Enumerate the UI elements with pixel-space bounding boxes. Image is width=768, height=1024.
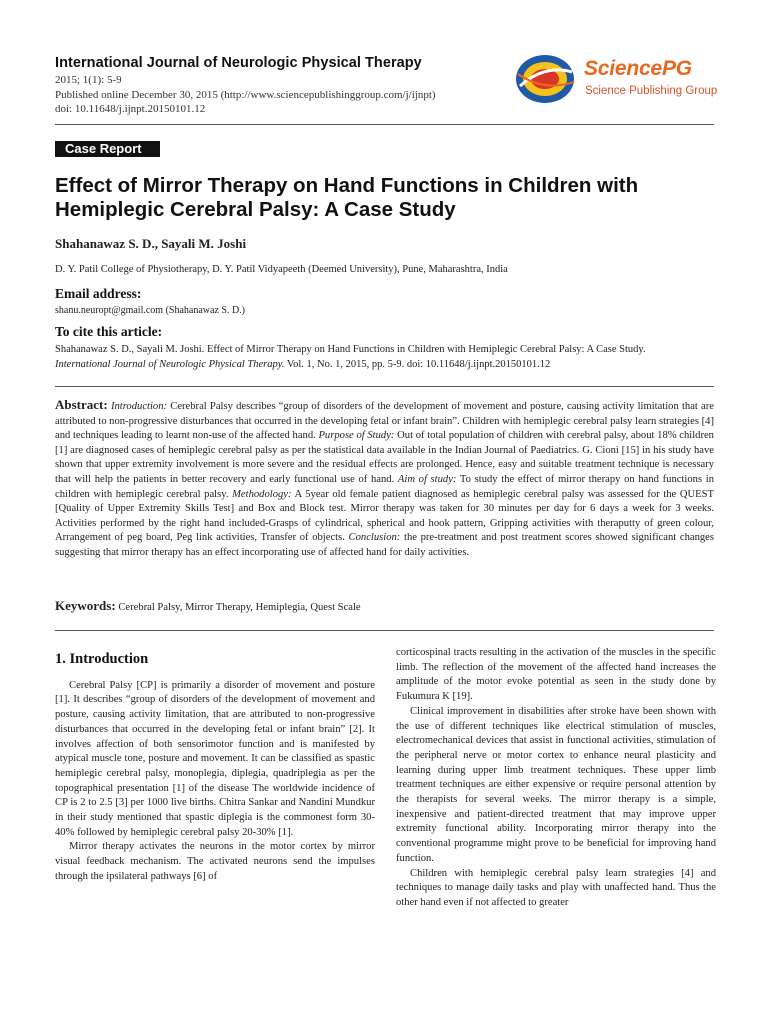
abstract-aim: To study the effect of mirror therapy on hand functions in children with hemiplegic cerebral palsy. bbox=[55, 473, 714, 500]
citation-journal: International Journal of Neurologic Physical Therapy. bbox=[55, 359, 285, 370]
body-column-left bbox=[55, 652, 375, 885]
email-label: Email address: bbox=[55, 286, 142, 301]
abstract-divider bbox=[55, 386, 714, 387]
body-column-right bbox=[396, 646, 716, 911]
publisher-name: SciencePG bbox=[584, 57, 692, 80]
abstract-intro-label: Introduction: bbox=[110, 401, 168, 412]
abstract-method-label: Methodology: bbox=[232, 488, 292, 500]
article-type-badge: Case Report bbox=[55, 141, 160, 157]
abstract-purpose: Out of total population of children with cerebral palsy, about 18% children [1] are diagnosed cases of hemiplegic cerebral palsy as per the statistical data available in the Indian Journal of Paediatrics. G. Cioni [15] in his study have shown that upper extremity involvement is more severe and the residual effects are prolonged. Hence, easy and suitable treatment technique is necessary that will help the patients in better recovery and early functional use of hand. bbox=[55, 430, 714, 485]
cite-label: To cite this article: bbox=[55, 324, 163, 339]
paper-title: Effect of Mirror Therapy on Hand Functions in Children with Hemiplegic Cerebral Palsy: A Case Study bbox=[55, 174, 639, 221]
abstract-aim-label: Aim of study: bbox=[397, 473, 457, 485]
publisher-subtitle: Science Publishing Group bbox=[585, 85, 718, 97]
authors: Shahanawaz S. D., Sayali M. Joshi bbox=[55, 236, 247, 251]
sciencepg-globe-icon bbox=[514, 52, 576, 106]
abstract-conclusion-label: Conclusion: bbox=[348, 532, 401, 544]
journal-header bbox=[55, 55, 525, 117]
email-address[interactable]: shanu.neuropt@gmail.com (Shahanawaz S. D.) bbox=[55, 305, 245, 316]
keywords bbox=[55, 598, 361, 614]
body-paragraph: corticospinal tracts resulting in the activation of the muscles in the specific limb. The reflection of the movement of the affected hand increases the amplitude of the motor evoke potential as seen in the study done by Fukumura K [19]. bbox=[396, 647, 716, 703]
journal-title: International Journal of Neurologic Physical Therapy bbox=[55, 55, 422, 71]
publisher-logo bbox=[514, 52, 718, 106]
keywords-label: Keywords: bbox=[55, 598, 116, 613]
body-divider bbox=[55, 630, 714, 631]
journal-volume: 2015; 1(1): 5-9 bbox=[55, 74, 122, 86]
header-divider bbox=[55, 124, 714, 125]
body-paragraph: Children with hemiplegic cerebral palsy learn strategies [4] and techniques to manage daily tasks and play with unaffected hand. Thus the other hand even if not affected to greater bbox=[396, 867, 716, 908]
abstract-intro: Cerebral Palsy describes “group of disorders of the development of movement and posture, causing activity limitation that are attributed to non-progressive disturbances that occurred in the developing fetal or infant brain”. Children with hemiplegic cerebral palsy learn strategies [4] and techniques leading to learnt non-use of the affected hand. bbox=[55, 401, 714, 442]
journal-doi: doi: 10.11648/j.ijnpt.20150101.12 bbox=[55, 103, 206, 115]
citation-text bbox=[55, 342, 720, 372]
abstract-conclusion: the pre-treatment and post treatment scores showed significant changes suggesting that mirror therapy has an effect incorporating use of affected hand for daily activities. bbox=[55, 532, 714, 558]
affiliation: D. Y. Patil College of Physiotherapy, D. Y. Patil Vidyapeeth (Deemed University), Pune, Maharashtra, India bbox=[55, 264, 508, 275]
abstract-label: Abstract: bbox=[55, 397, 108, 412]
journal-published: Published online December 30, 2015 (http://www.sciencepublishinggroup.com/j/ijnpt) bbox=[55, 88, 436, 101]
citation-details: Vol. 1, No. 1, 2015, pp. 5-9. doi: 10.11648/j.ijnpt.20150101.12 bbox=[284, 359, 551, 370]
abstract-purpose-label: Purpose of Study: bbox=[318, 430, 395, 442]
keywords-value: Cerebral Palsy, Mirror Therapy, Hemiplegia, Quest Scale bbox=[115, 602, 361, 613]
body-paragraph: Mirror therapy activates the neurons in the motor cortex by mirror visual feedback mechanism. The activated neurons send the impulses through the ipsilateral pathways [6] of bbox=[55, 841, 375, 882]
citation-line: Shahanawaz S. D., Sayali M. Joshi. Effect of Mirror Therapy on Hand Functions in Children with Hemiplegic Cerebral Palsy: A Case Study. bbox=[55, 344, 646, 355]
section-heading: 1. Introduction bbox=[55, 651, 149, 667]
abstract-method: A 5year old female patient diagnosed as hemiplegic cerebral palsy was assessed for the QUEST [Quality of Upper Extremity Skills Test] and Box and Block test. Mirror therapy was taken for 30 minutes per day for 6 days a week for 3 weeks. Activities performed by the right hand included-Grasps of cylindrical, spherical and hook pattern, Gripping activities with theraputty of green colour, Arrangement of peg board, Peg link activities, Transfer of objects. bbox=[55, 488, 714, 544]
body-paragraph: Cerebral Palsy [CP] is primarily a disorder of movement and posture [1]. It describes “group of disorders of the development of movement and posture, causing activity limitation, that are attributed to non-progressive disturbances that occurred in the developing fetal or infant brain” [2]. It involves affection of both sensorimotor function and is manifested by atypical muscle tone, posture and movement. It can be classified as spastic hemiplegic cerebral palsy, monoplegia, diplegia, quadriplegia as per the topographical presentation [1] of the disease The worldwide incidence of CP is 2 to 2.5 [3] per 1000 live births. Chitra Sankar and Nandini Mundkur in their study mentioned that spastic diplegia is the commonest form 30-40% followed by hemiplegic cerebral palsy 20-30% [1]. bbox=[55, 679, 375, 838]
abstract bbox=[55, 398, 714, 561]
body-paragraph: Clinical improvement in disabilities after stroke have been shown with the use of different techniques like electrical stimulation of muscles, electromechanical devices that assist in functional activities, stimulation of the peripheral nerve or motor cortex to enhance neural plasticity and learning during upper limb treatment techniques. These upper limb treatment techniques are either expensive or require personal attention by the therapists for several weeks. The mirror therapy is a simple, inexpensive and patient-directed treatment that may improve upper extremity functional ability. Incorporating mirror therapy into the conventional programme might prove to be beneficial for improving hand function. bbox=[396, 705, 716, 864]
